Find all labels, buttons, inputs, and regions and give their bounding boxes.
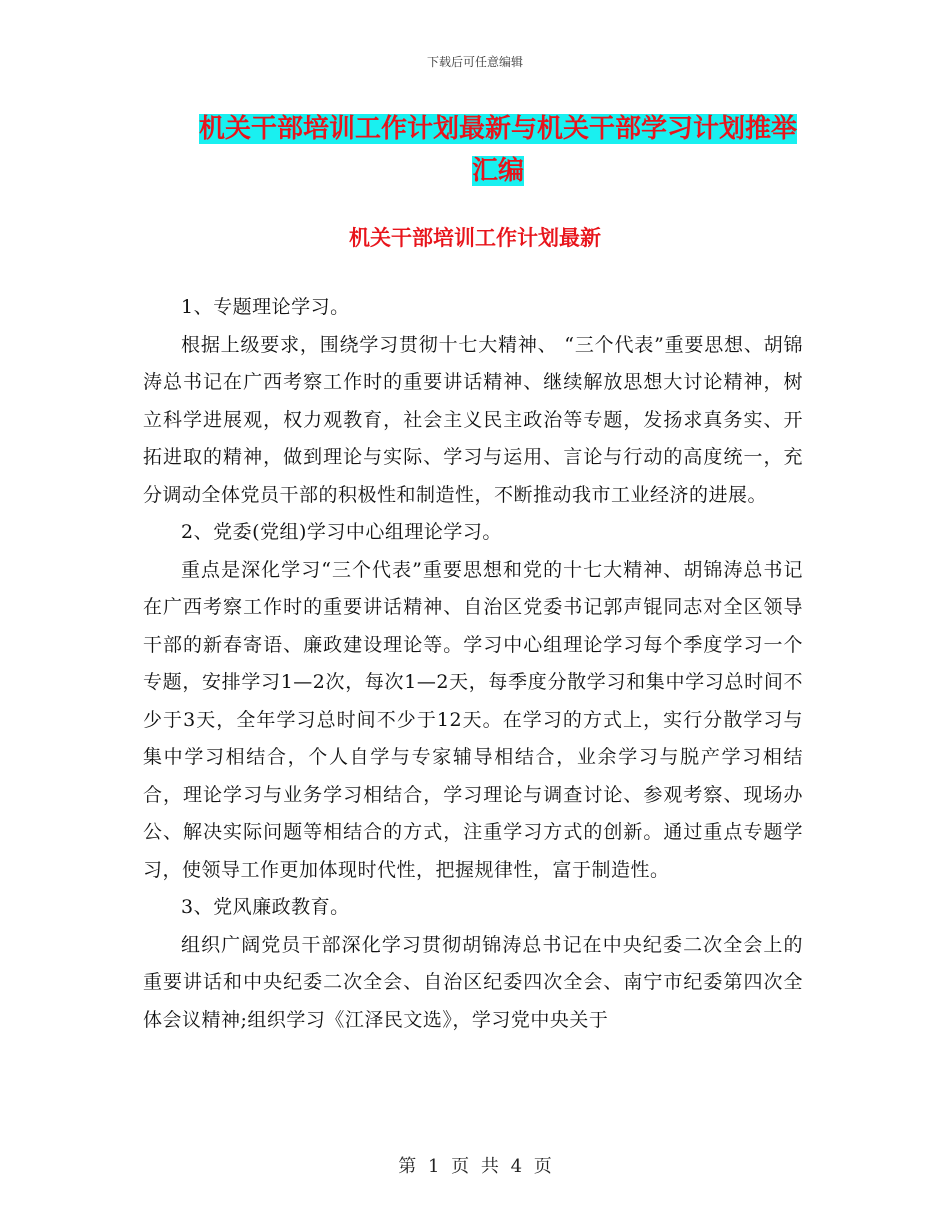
body-text [143,289,803,1039]
paragraph-1: 1、专题理论学习。 [181,296,350,318]
header-note: 下载后可任意编辑 [426,55,523,69]
page-number-footer: 第 1 页 共 4 页 [398,1156,552,1177]
document-title [188,108,808,192]
section-title: 机关干部培训工作计划最新 [349,226,601,250]
paragraph-2: 根据上级要求，围绕学习贯彻十七大精神、 “三个代表”重要思想、胡锦涛总书记在广西考察工作时的重要讲话精神、继续解放思想大讨论精神，树立科学进展观，权力观教育，社会主义民主政治等专题，发扬求真务实、开拓进取的精神，做到理论与实际、学习与运用、言论与行动的高度统一，充分调动全体党员干部的积极性和制造性，不断推动我市工业经济的进展。 [143,333,803,506]
paragraph-6: 组织广阔党员干部深化学习贯彻胡锦涛总书记在中央纪委二次全会上的重要讲话和中央纪委二次全会、自治区纪委四次全会、南宁市纪委第四次全体会议精神;组织学习《江泽民文选》，学习党中央关于 [143,933,803,1031]
document-title-text: 机关干部培训工作计划最新与机关干部学习计划推举汇编 [198,114,797,186]
paragraph-5: 3、党风廉政教育。 [181,896,350,918]
paragraph-4: 重点是深化学习“三个代表”重要思想和党的十七大精神、胡锦涛总书记在广西考察工作时的重要讲话精神、自治区党委书记郭声锟同志对全区领导干部的新春寄语、廉政建设理论等。学习中心组理论学习每个季度学习一个专题，安排学习1—2次，每次1—2天，每季度分散学习和集中学习总时间不少于3天，全年学习总时间不少于12天。在学习的方式上，实行分散学习与集中学习相结合，个人自学与专家辅导相结合，业余学习与脱产学习相结合，理论学习与业务学习相结合，学习理论与调查讨论、参观考察、现场办公、解决实际问题等相结合的方式，注重学习方式的创新。通过重点专题学习，使领导工作更加体现时代性，把握规律性，富于制造性。 [143,558,803,881]
paragraph-3: 2、党委(党组)学习中心组理论学习。 [181,521,502,543]
